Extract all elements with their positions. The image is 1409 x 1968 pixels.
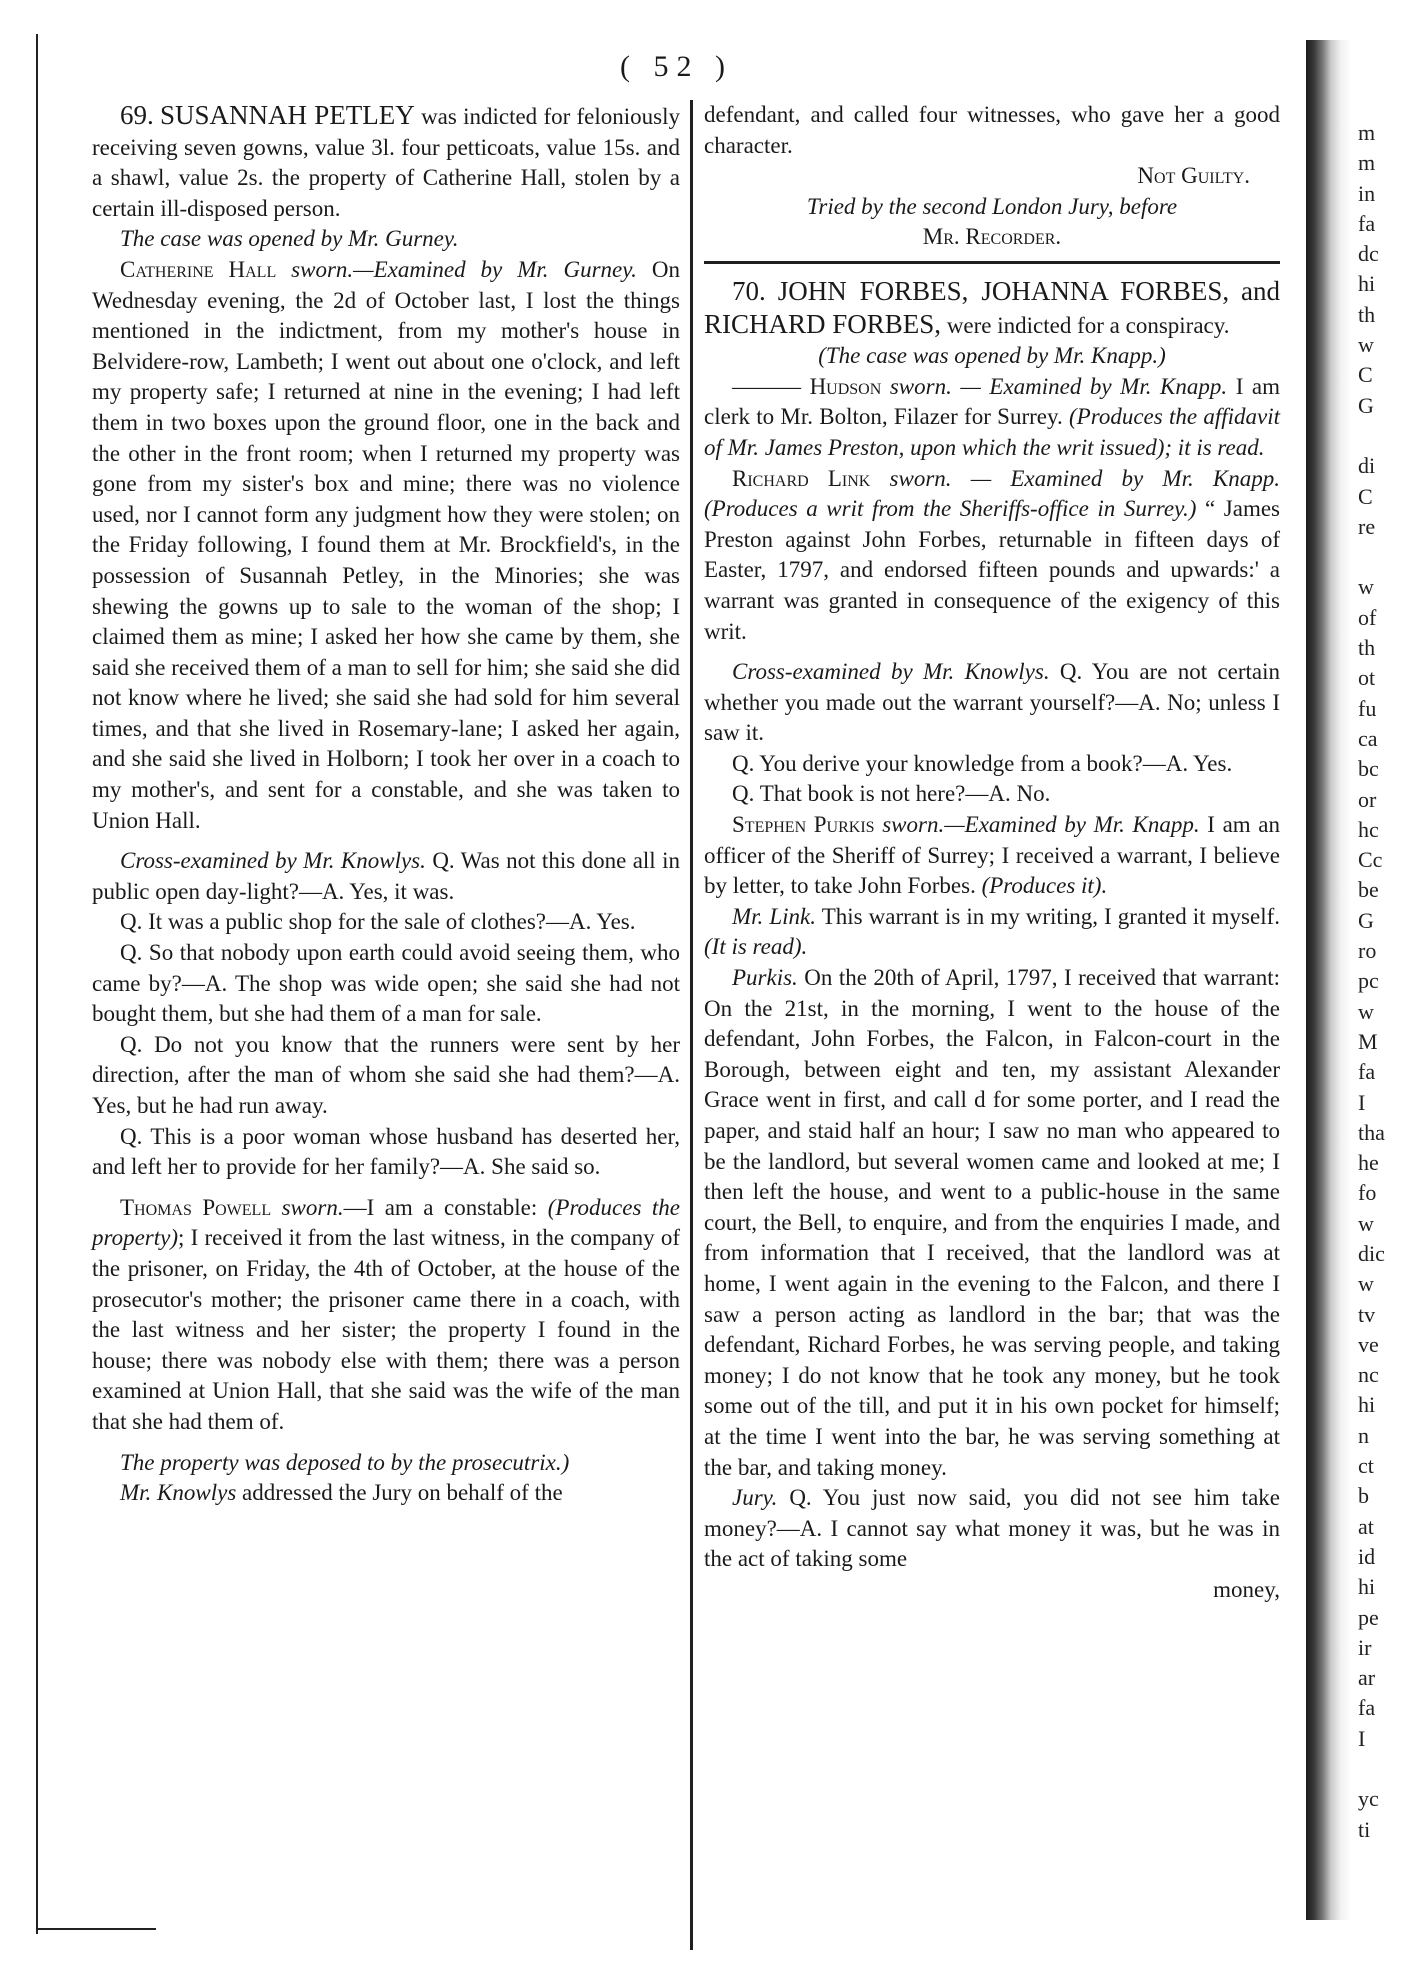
bleed-fragment: C bbox=[1358, 483, 1373, 509]
bleed-fragment: M bbox=[1358, 1028, 1378, 1054]
bleed-fragment: w bbox=[1358, 1210, 1374, 1236]
purkis-testimony bbox=[704, 810, 1280, 902]
defendant-names: JOHN FORBES, JOHANNA FORBES, bbox=[777, 275, 1230, 306]
bleed-fragment bbox=[1358, 542, 1408, 572]
bleed-fragment: ve bbox=[1358, 1331, 1379, 1357]
bleed-fragment: yc bbox=[1358, 1786, 1379, 1812]
left-column bbox=[92, 100, 680, 1509]
bottom-margin-rule bbox=[36, 1928, 156, 1930]
case-number: 69. bbox=[120, 100, 154, 130]
bleed-fragment: hi bbox=[1358, 1574, 1376, 1600]
bleed-fragment: tv bbox=[1358, 1301, 1376, 1327]
bleed-fragment: fo bbox=[1358, 1180, 1377, 1206]
bleed-fragment: be bbox=[1358, 877, 1379, 903]
testimony-text: I am an officer of the Sheriff of Surrey; I received a warrant, I believe by letter, to take John Forbes. bbox=[704, 812, 1281, 899]
bleed-fragment: ro bbox=[1358, 938, 1377, 964]
bleed-fragment: w bbox=[1358, 1271, 1374, 1297]
bleed-fragment: hc bbox=[1358, 816, 1379, 842]
sworn-note: sworn.—Examined by Mr. Knapp. bbox=[882, 812, 1200, 838]
witness-name: Richard Link bbox=[732, 465, 871, 491]
cross-label: Cross-examined by Mr. Knowlys. bbox=[732, 659, 1050, 685]
produces-note: (Produces it). bbox=[981, 873, 1108, 899]
sworn-note: sworn. bbox=[281, 1194, 344, 1220]
verdict: Not Guilty. bbox=[1137, 163, 1250, 189]
bleed-fragment: hi bbox=[1358, 1392, 1376, 1418]
bleed-fragment: w bbox=[1358, 998, 1374, 1024]
qa-text: Q. Was not this done all in public open day-light?—A. Yes, it was. bbox=[92, 848, 681, 904]
produces-note: (Produces a writ from the Sheriffs-office in Surrey.) bbox=[704, 496, 1197, 522]
produces-note: (Produces the property) bbox=[92, 1194, 680, 1251]
witness-name: Hudson bbox=[809, 373, 882, 399]
bleed-fragment: pe bbox=[1358, 1604, 1379, 1630]
bleed-fragment: C bbox=[1358, 362, 1373, 388]
cross-q3: Q. So that nobody upon earth could avoid seeing them, who came by?—A. The shop was wide open; she said she had not bought them, but she had them of a man for sale. bbox=[92, 940, 680, 1027]
bleed-fragment: G bbox=[1358, 392, 1374, 418]
bleed-fragment: th bbox=[1358, 301, 1376, 327]
bleed-fragment: ct bbox=[1358, 1453, 1374, 1479]
cross-q2: Q. It was a public shop for the sale of clothes?—A. Yes. bbox=[120, 909, 636, 935]
case-opened-note: (The case was opened by Mr. Knapp.) bbox=[818, 343, 1166, 369]
purkis-second-statement bbox=[704, 963, 1280, 1483]
bleed-fragment: he bbox=[1358, 1150, 1379, 1176]
witness-name: Stephen Purkis bbox=[732, 812, 875, 838]
right-column bbox=[704, 100, 1280, 1606]
bleed-fragment bbox=[1358, 421, 1408, 451]
cross-q1 bbox=[92, 846, 680, 907]
bleed-fragment: I bbox=[1358, 1089, 1366, 1115]
bleed-fragment: fu bbox=[1358, 695, 1377, 721]
facing-page-bleed bbox=[1358, 118, 1408, 1845]
bleed-fragment: th bbox=[1358, 635, 1376, 661]
powell-testimony bbox=[92, 1193, 680, 1438]
judge-line: Mr. Recorder. bbox=[922, 224, 1062, 250]
bleed-fragment: ot bbox=[1358, 665, 1376, 691]
bleed-fragment: m bbox=[1358, 150, 1376, 176]
bleed-fragment: fa bbox=[1358, 210, 1376, 236]
testimony-text: On Wednesday evening, the 2d of October last, I lost the things mentioned in the indictment, from my mother's house in Belvidere-row, Lambeth; I went out about one o'clock, and left my property safe; I returned at nine in the evening; I had left them in two boxes upon the ground floor, one in the back and the other in the front room; when I returned my property was gone from my sister's box and mine; there was no violence used, nor I cannot form any judgment how they were stolen; on the Friday following, I found them at Mr. Brockfield's, in the possession of Susannah Petley, in the Minories; she was shewing the gowns up to sale to the woman of the shop; I claimed them as mine; I asked her how she came by them, she said she received them of a man to sell for him; she said she did not know where he lived; she said she had sold for him several times, and that she lived in Rosemary-lane; I asked her again, and she said she lived in Holborn; I took her over in a coach to my mother's, and sent for a constable, and she was taken to Union Hall. bbox=[92, 256, 680, 833]
read-note: (It is read). bbox=[704, 934, 808, 960]
catchword: money, bbox=[1213, 1576, 1280, 1602]
bleed-fragment: in bbox=[1358, 180, 1376, 206]
bleed-fragment: bc bbox=[1358, 756, 1379, 782]
link-testimony bbox=[704, 464, 1280, 648]
cross-q2: Q. You derive your knowledge from a book?—A. Yes. bbox=[732, 750, 1233, 776]
case-opened-note: The case was opened by Mr. Gurney. bbox=[120, 226, 459, 252]
bleed-fragment: w bbox=[1358, 332, 1374, 358]
bleed-fragment: di bbox=[1358, 453, 1376, 479]
testimony-text: —I am a constable: bbox=[343, 1194, 538, 1220]
cross-q1 bbox=[704, 657, 1280, 749]
defendant-name: SUSANNAH PETLEY bbox=[160, 100, 415, 130]
case-70-heading bbox=[704, 276, 1280, 341]
qa-text: Q. You are not certain whether you made out the warrant yourself?—A. No; unless I saw it. bbox=[704, 659, 1281, 746]
statement-text: Q. You just now said, you did not see him take money?—A. I cannot say what money it was, but he was in the act of taking some bbox=[704, 1485, 1280, 1572]
case-number: 70. bbox=[732, 275, 766, 306]
witness-name: Catherine Hall bbox=[120, 256, 277, 282]
bleed-fragment: Cc bbox=[1358, 847, 1383, 873]
speaker-label: Purkis. bbox=[732, 965, 798, 991]
bleed-fragment: b bbox=[1358, 1483, 1369, 1509]
bleed-fragment: dic bbox=[1358, 1240, 1385, 1266]
bleed-fragment: m bbox=[1358, 120, 1376, 145]
bleed-fragment: n bbox=[1358, 1422, 1369, 1448]
bleed-fragment: tha bbox=[1358, 1119, 1385, 1145]
sworn-note: sworn.—Examined by Mr. Gurney. bbox=[291, 256, 637, 282]
testimony-text: I am clerk to Mr. Bolton, Filazer for Surrey. bbox=[704, 373, 1281, 430]
case-69-heading bbox=[92, 100, 680, 224]
case-69-continuation: defendant, and called four witnesses, who gave her a good character. bbox=[704, 102, 1280, 158]
indictment-text: were indicted for a conspiracy. bbox=[946, 312, 1230, 338]
cross-label: Cross-examined by Mr. Knowlys. bbox=[120, 848, 426, 874]
address-text: addressed the Jury on behalf of the bbox=[242, 1480, 563, 1506]
bleed-fragment: at bbox=[1358, 1513, 1374, 1539]
produces-note: (Produces the affidavit of Mr. James Preston, upon which the writ issued); it is read. bbox=[704, 404, 1280, 460]
bleed-fragment: or bbox=[1358, 786, 1377, 812]
cross-q5: Q. This is a poor woman whose husband has deserted her, and left her to provide for her family?—A. She said so. bbox=[92, 1123, 680, 1180]
statement-text: This warrant is in my writing, I granted it myself. bbox=[821, 903, 1280, 929]
hall-testimony bbox=[92, 255, 680, 836]
testimony-text: “ James Preston against John Forbes, returnable in fifteen days of Easter, 1797, and endorsed fifteen pounds and upwards:' a warrant was granted in consequence of the exigency of this writ. bbox=[704, 496, 1281, 644]
bleed-fragment: re bbox=[1358, 513, 1376, 539]
counsel-name: Mr. Knowlys bbox=[120, 1480, 237, 1506]
bleed-fragment: nc bbox=[1358, 1362, 1379, 1388]
link-second-statement bbox=[704, 902, 1280, 963]
section-divider bbox=[704, 261, 1280, 264]
indictment-text: was indicted for feloniously receiving seven gowns, value 3l. four petticoats, value 15s. and a shawl, value 2s. the property of Catherine Hall, stolen by a certain ill-disposed person. bbox=[92, 104, 681, 221]
bleed-fragment: ir bbox=[1358, 1634, 1372, 1660]
bleed-fragment: I bbox=[1358, 1725, 1366, 1751]
bleed-fragment: ti bbox=[1358, 1816, 1371, 1842]
cross-q3: Q. That book is not here?—A. No. bbox=[732, 781, 1051, 807]
left-margin-rule bbox=[36, 34, 38, 1934]
witness-name: Thomas Powell bbox=[120, 1194, 272, 1220]
bleed-fragment: of bbox=[1358, 604, 1377, 630]
bleed-fragment: hi bbox=[1358, 271, 1376, 297]
sworn-note: sworn. — Examined by Mr. Knapp. bbox=[889, 373, 1228, 399]
bleed-fragment: id bbox=[1358, 1543, 1376, 1569]
hudson-testimony: ——— Hudson sworn. — Examined by Mr. Knapp. I am clerk to Mr. Bolton, Filazer for Surrey. (Produces the affidavit of Mr. James Preston, upon which the writ issued); it is read. bbox=[704, 373, 1281, 460]
bleed-fragment: ca bbox=[1358, 725, 1378, 751]
bleed-fragment: G bbox=[1358, 907, 1374, 933]
deposed-note: The property was deposed to by the prosecutrix.) bbox=[120, 1449, 570, 1475]
bleed-fragment bbox=[1358, 1754, 1408, 1784]
bleed-fragment: fa bbox=[1358, 1695, 1376, 1721]
tried-line: Tried by the second London Jury, before bbox=[806, 193, 1178, 219]
jury-question bbox=[704, 1483, 1280, 1575]
defendant-names-cont: and RICHARD FORBES, bbox=[704, 275, 1281, 339]
column-divider bbox=[690, 100, 693, 1950]
page-number: ( 52 ) bbox=[620, 50, 733, 83]
knowlys-address bbox=[92, 1478, 680, 1509]
sworn-note: sworn. — Examined by Mr. Knapp. bbox=[889, 465, 1280, 491]
bleed-fragment: pc bbox=[1358, 968, 1379, 994]
statement-text: On the 20th of April, 1797, I received that warrant: On the 21st, in the morning, I went to the house of the defendant, John Forbes, the Falcon, in Falcon-court in the Borough, between eight and ten, my assistant Alexander Grace went in first, and call d for some porter, and I read the paper, and staid half an hour; I saw no man who appeared to be the landlord, but several women came and looked at me; I then left the house, and went to a public-house in the same court, the Bell, to enquire, and from the enquiries I made, and from information that I received, that the landlord was at home, I went again in the evening to the Falcon, and there I saw a person acting as landlord in the bar; that was the defendant, Richard Forbes, he was serving people, and taking money; I do not know that he took any money, but he took some out of the till, and put it in his own pocket for himself; at the time I went into the bar, he was serving something at the bar, and taking money. bbox=[704, 965, 1280, 1480]
testimony-text: ; I received it from the last witness, in the company of the prisoner, on Friday, the 4th of October, at the house of the prosecutor's mother; the prisoner came there in a coach, with the last witness and her sister; the property I found in the house; there was nobody else with them; there was a person examined at Union Hall, that she said was the wife of the man that she had them of. bbox=[92, 1225, 680, 1434]
bleed-fragment: ar bbox=[1358, 1665, 1376, 1691]
bleed-fragment: w bbox=[1358, 574, 1374, 600]
speaker-label: Jury. bbox=[732, 1485, 778, 1511]
bleed-fragment: fa bbox=[1358, 1059, 1376, 1085]
bleed-fragment: dc bbox=[1358, 241, 1379, 267]
cross-q4: Q. Do not you know that the runners were sent by her direction, after the man of whom she said she had them?—A. Yes, but he had run away. bbox=[92, 1031, 680, 1118]
speaker-label: Mr. Link. bbox=[732, 903, 817, 929]
